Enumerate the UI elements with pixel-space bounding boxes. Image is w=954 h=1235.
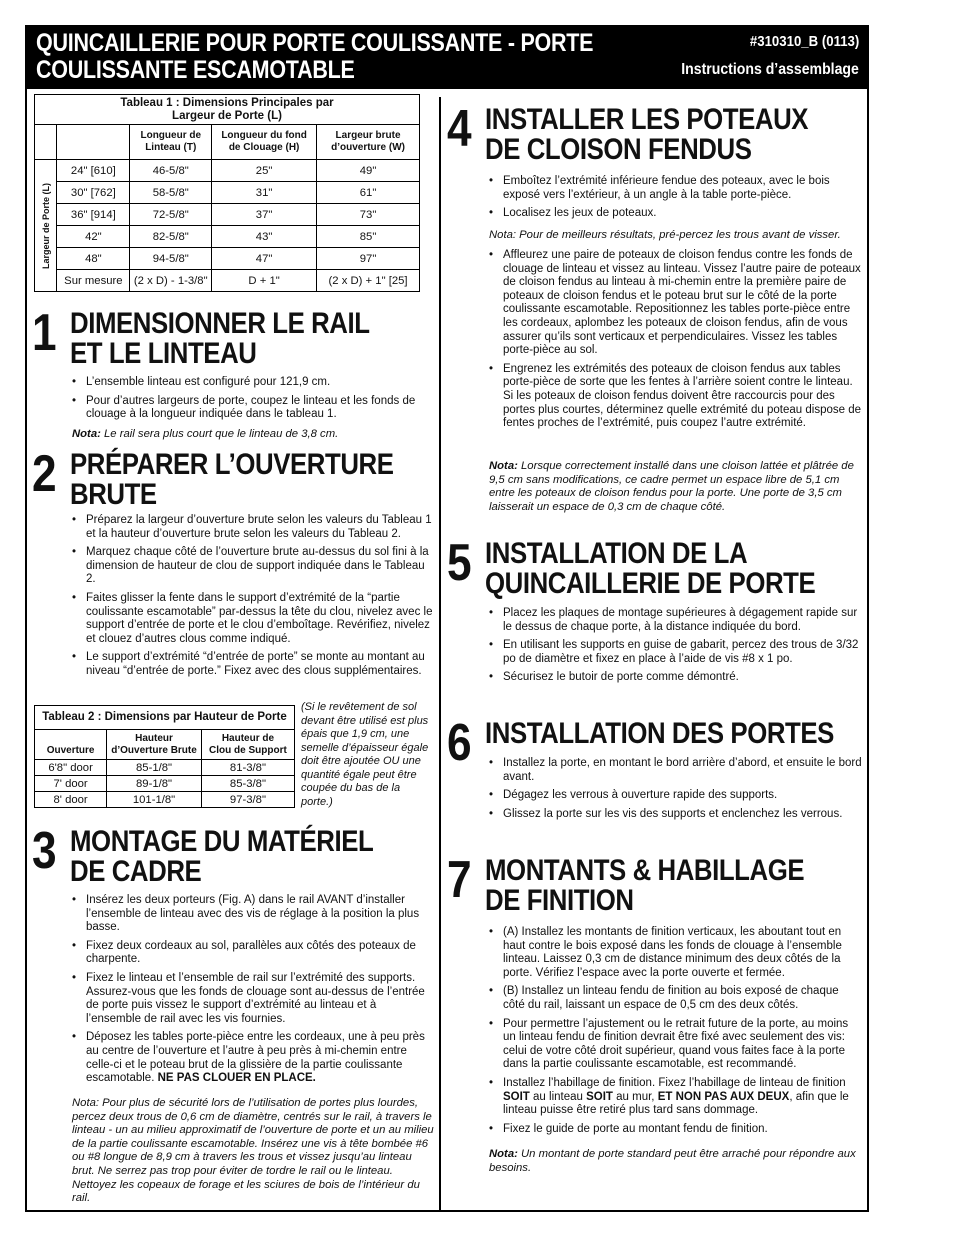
list-item: • L’ensemble linteau est configuré pour 121,9 cm. (72, 376, 434, 390)
note-label: Nota: (489, 460, 518, 472)
list-item: • (A) Installez les montants de finition verticaux, les aboutant tout en haut contre le bois exposé dans les fonds de clouage à l’ensemble linteau. Laissez 0,3 cm de distance minimum des deux côtés de la porte. Vérifiez l’espace avec la porte ouverte et fermée. (489, 926, 863, 980)
bold-run: SOIT (503, 1090, 530, 1103)
side-label-cell (35, 160, 57, 292)
table-cell: 47" (212, 248, 317, 270)
table-cell: 37" (212, 204, 317, 226)
col-header-text: Longueur de (140, 130, 202, 141)
list-item: • Sécurisez le butoir de porte comme démontré. (489, 671, 863, 685)
list-item: • Pour d’autres largeurs de porte, coupez le linteau et les fonds de clouage à la longueur indiquée dans le tableau 1. (72, 395, 434, 422)
step-title (70, 827, 373, 887)
table-cell: 72-5/8" (130, 204, 212, 226)
table-cell: 48" (57, 248, 130, 270)
table-cell: 81-3/8" (201, 760, 294, 776)
document-subtitle: Instructions d’assemblage (681, 61, 859, 78)
step-title-line: DE FINITION (485, 884, 634, 917)
note-label: Nota: (72, 428, 101, 440)
step-number: 5 (447, 534, 472, 592)
table-cell: 42" (57, 226, 130, 248)
step-3-bullets (72, 894, 434, 1091)
empty-header-cell (57, 125, 130, 160)
col-header-largeur (317, 125, 420, 160)
list-item: • En utilisant les supports en guise de gabarit, percez des trous de 3/32 po de diamètre et fixez en place à l’aide de vis #8 x 1 po. (489, 639, 863, 666)
table-cell: 43" (212, 226, 317, 248)
table-cell: D + 1" (212, 270, 317, 292)
table-2-caption: Tableau 2 : Dimensions par Hauteur de Porte (35, 706, 295, 730)
header-bar (27, 27, 867, 89)
step-1-bullets (72, 376, 434, 427)
list-item: • Dégagez les verrous à ouverture rapide des supports. (489, 789, 863, 803)
step-title-line: QUINCAILLERIE DE PORTE (485, 567, 816, 600)
step-5-bullets (489, 607, 863, 690)
step-title (485, 719, 834, 749)
table-cell: 97-3/8" (201, 792, 294, 808)
list-item: • Fixez deux cordeaux au sol, parallèles aux côtés des poteaux de charpente. (72, 940, 434, 967)
list-item: • Affleurez une paire de poteaux de cloison fendus contre les fonds de clouage de linteau et vissez au linteau. Vissez l’autre paire de poteaux de cloison fendus au linteau à mi-chemin entre la première paire de poteaux de cloison fendus et le poteau brut sur le côté de la porte coulissante escamotable. Repositionnez les tables porte-pièce entre les cordeaux, aplombez les poteaux de cloison fendus, afin de vous assurer qu’ils sont verticaux et perpendiculaires. Vissez les tables porte-pièce au sol. (489, 249, 863, 358)
list-item: • Fixez le guide de porte au montant fendu de finition. (489, 1123, 863, 1137)
col-header-clou (201, 730, 294, 760)
step-3-note: Nota: Pour plus de sécurité lors de l’utilisation de portes plus lourdes, percez deux trous de 0,6 cm de diamètre, centrés sur le rail, à travers le linteau - un au milieu approximatif de l’ouverture de porte et un au milieu de la partie coulissante escamotable. Insérez une vis à tête bombée #6 ou #8 longue de 8,9 cm à travers les trous et vissez jusqu’au linteau brut. Ne serrez pas trop pour éviter de tordre le rail ou le linteau. Nettoyez les copeaux de forage et les sciures de bois de l’intérieur du rail. (72, 1097, 434, 1205)
col-header-text: d’ouverture (W) (331, 142, 405, 153)
table-cell: 97" (317, 248, 420, 270)
table-1-caption-line-2: Largeur de Porte (L) (172, 109, 282, 122)
table-cell: 101-1/8" (107, 792, 202, 808)
table-cell: (2 x D) + 1" [25] (317, 270, 420, 292)
list-item: • Préparez la largeur d’ouverture brute selon les valeurs du Tableau 1 et la hauteur d’ouverture brute selon les valeurs du Tableau 2. (72, 514, 434, 541)
list-item (489, 1077, 863, 1118)
table-1 (34, 94, 420, 292)
table-cell: 25" (212, 160, 317, 182)
bold-run: SOIT (586, 1090, 613, 1103)
step-number: 2 (32, 445, 57, 503)
bold-run: ET NON PAS AUX DEUX (657, 1090, 790, 1103)
table-cell: 73" (317, 204, 420, 226)
title-line-1: QUINCAILLERIE POUR PORTE COULISSANTE - PORTE (36, 29, 594, 57)
col-header-text: Hauteur de (221, 732, 275, 744)
step-title-line: INSTALLER LES POTEAUX (485, 103, 809, 136)
list-item (72, 1031, 434, 1085)
table-cell: 6'8" door (35, 760, 107, 776)
step-title-line: DE CADRE (70, 855, 202, 888)
table-cell: 85" (317, 226, 420, 248)
col-header-ouverture (35, 730, 107, 760)
step-title (485, 856, 804, 916)
list-item-text: Déposez les tables porte-pièce entre les cordeaux, une à peu près au centre de l’ouverture et l’autre à peu près à mi-chemin entre celle-ci et le poteau brut de la glissière de la partie coulissante escamotable. (86, 1031, 425, 1085)
list-item: • Glissez la porte sur les vis des supports et enclenchez les verrous. (489, 808, 863, 822)
corner-cell (35, 125, 57, 160)
side-label: Largeur de Porte (L) (40, 182, 51, 269)
step-number: 1 (32, 304, 57, 362)
col-header-text: de Clouage (H) (228, 142, 300, 153)
step-title-line: PRÉPARER L’OUVERTURE (70, 448, 394, 481)
table-cell: 58-5/8" (130, 182, 212, 204)
column-divider (439, 97, 441, 1212)
step-title (485, 105, 808, 165)
col-header-text: Hauteur (135, 732, 173, 744)
step-4-note (489, 460, 861, 514)
text-run: , afin que le linteau puisse être retiré plus tard sans dommage. (503, 1090, 849, 1117)
step-number: 6 (447, 714, 472, 772)
col-header-hauteur-brute (107, 730, 202, 760)
table-cell: 82-5/8" (130, 226, 212, 248)
col-header-text: Clou de Support (209, 744, 287, 756)
step-number: 3 (32, 822, 57, 880)
table-cell: 8' door (35, 792, 107, 808)
list-item: • Localisez les jeux de poteaux. (489, 207, 863, 221)
step-title-line: ET LE LINTEAU (70, 337, 257, 370)
step-1-note (72, 428, 432, 442)
table-cell: 94-5/8" (130, 248, 212, 270)
step-title-line: INSTALLATION DES PORTES (485, 717, 834, 750)
note-label: Nota: (489, 1148, 518, 1160)
list-item: • Placez les plaques de montage supérieures à dégagement rapide sur le dessus de chaque porte, à la distance indiquée du bord. (489, 607, 863, 634)
step-title-line: DE CLOISON FENDUS (485, 133, 752, 166)
text-run: au linteau (529, 1090, 587, 1103)
step-6-bullets (489, 757, 863, 826)
list-item: • Installez la porte, en montant le bord arrière d’abord, et ensuite le bord avant. (489, 757, 863, 784)
text-run: au mur, (612, 1090, 658, 1103)
title-line-2: COULISSANTE ESCAMOTABLE (36, 56, 355, 84)
step-7-note (489, 1148, 861, 1175)
list-item: • Faites glisser la fente dans le support d’extrémité de la “partie coulissante escamotable” par-dessus la tête du clou, nivelez avec le support d’entrée de porte et le clou d’emboîtage. Revérifiez, nivelez et clouez d’autres clous comme indiqué. (72, 592, 434, 646)
step-4-mid-note: Nota: Pour de meilleurs résultats, pré-percez les trous avant de visser. (489, 229, 841, 241)
text-run: Installez l’habillage de finition. Fixez l’habillage de linteau de finition (503, 1076, 846, 1089)
list-item: • Fixez le linteau et l’ensemble de rail sur l’extrémité des supports. Assurez-vous que les fonds de clouage sont au-dessus de l’entrée de porte puis vissez le support d’extrémité au linteau et à l’ensemble de rail avec les vis fournies. (72, 972, 434, 1026)
table-cell: Sur mesure (57, 270, 130, 292)
table-cell: 36" [914] (57, 204, 130, 226)
list-item: • Insérez les deux porteurs (Fig. A) dans le rail AVANT d’installer l’ensemble de linteau avec des vis de réglage à la position la plus basse. (72, 894, 434, 935)
table-cell: 49" (317, 160, 420, 182)
table-cell: 24" [610] (57, 160, 130, 182)
list-item: • Pour permettre l’ajustement ou le retrait future de la porte, au moins un linteau fendu de finition devrait être fixé avec seulement des vis: celui de votre côté droit supérieur, quand vous faites face à la porte dans la partie coulissante escamotable, est recommandé. (489, 1018, 863, 1072)
list-item: • (B) Installez un linteau fendu de finition au bois exposé de chaque côté du rail, laissant un espace de 0,5 cm des deux côtés. (489, 985, 863, 1012)
list-item: • Le support d’extrémité “d’entrée de porte” se monte au montant au niveau “d’entrée de porte.” Fixez avec des clous supplémentaires. (72, 651, 434, 678)
step-title (485, 539, 815, 599)
list-item: • Emboîtez l’extrémité inférieure fendue des poteaux, avec le bois exposé vers l’extérieur, à un angle à la table porte-pièce. (489, 175, 863, 202)
instruction-sheet (25, 25, 869, 1212)
step-number: 7 (447, 851, 472, 909)
note-text: Le rail sera plus court que le linteau de 3,8 cm. (100, 428, 339, 440)
table-cell: (2 x D) - 1-3/8" (130, 270, 212, 292)
bold-warning: NE PAS CLOUER EN PLACE. (157, 1072, 316, 1085)
table-2-side-note: (Si le revêtement de sol devant être utilisé est plus épais que 1,9 cm, une semelle d’épaisseur égale doit être ajoutée OU une quantité égale peut être coupée du bas de la porte.) (301, 701, 429, 808)
col-header-linteau (130, 125, 212, 160)
step-title-line: MONTAGE DU MATÉRIEL (70, 825, 374, 858)
table-1-caption (35, 95, 420, 125)
step-title-line: INSTALLATION DE LA (485, 537, 748, 570)
col-header-text: Ouverture (46, 744, 95, 756)
step-7-bullets (489, 926, 863, 1141)
note-text: Un montant de porte standard peut être arraché pour répondre aux besoins. (489, 1148, 856, 1174)
table-cell: 30" [762] (57, 182, 130, 204)
table-cell: 61" (317, 182, 420, 204)
step-title (70, 309, 370, 369)
step-title-line: DIMENSIONNER LE RAIL (70, 307, 370, 340)
col-header-fond (212, 125, 317, 160)
document-title (36, 30, 593, 84)
step-4-bullets-b (489, 249, 863, 436)
step-title-line: BRUTE (70, 478, 157, 511)
table-cell: 89-1/8" (107, 776, 202, 792)
step-2-bullets (72, 514, 434, 684)
step-title (70, 450, 394, 510)
step-number: 4 (447, 100, 472, 158)
table-cell: 85-3/8" (201, 776, 294, 792)
list-item: • Engrenez les extrémités des poteaux de cloison fendus aux tables porte-pièce de sorte que les fentes à l’arrière soient contre le linteau. Si les poteaux de cloison fendus doivent être raccourcis pour des portes plus courtes, déterminez quelle extrémité du poteau dispose de fentes proches de l’extrémité, puis coupez l’autre extrémité. (489, 363, 863, 431)
table-cell: 31" (212, 182, 317, 204)
step-title-line: MONTANTS & HABILLAGE (485, 854, 805, 887)
list-item: • Marquez chaque côté de l’ouverture brute au-dessus du sol fini à la dimension de hauteur de clou de support indiquée dans le Tableau 2. (72, 546, 434, 587)
table-2 (34, 705, 295, 808)
table-cell: 7' door (35, 776, 107, 792)
col-header-text: Largeur brute (335, 130, 401, 141)
table-1-caption-line-1: Tableau 1 : Dimensions Principales par (120, 96, 334, 109)
col-header-text (35, 733, 106, 745)
table-cell: 46-5/8" (130, 160, 212, 182)
col-header-text: d’Ouverture Brute (111, 744, 197, 756)
col-header-text: Longueur du fond (221, 130, 307, 141)
document-code: #310310_B (0113) (749, 33, 859, 50)
note-text: Lorsque correctement installé dans une cloison lattée et plâtrée de 9,5 cm sans modifications, ce cadre permet un espace libre de 5,1 cm entre les poteaux de cloison fendus pour la porte. Une porte de 3,5 cm laisserait un espace de 0,3 cm de chaque côté. (489, 460, 854, 513)
col-header-text: Linteau (T) (145, 142, 197, 153)
table-cell: 85-1/8" (107, 760, 202, 776)
step-4-bullets-a (489, 175, 863, 226)
